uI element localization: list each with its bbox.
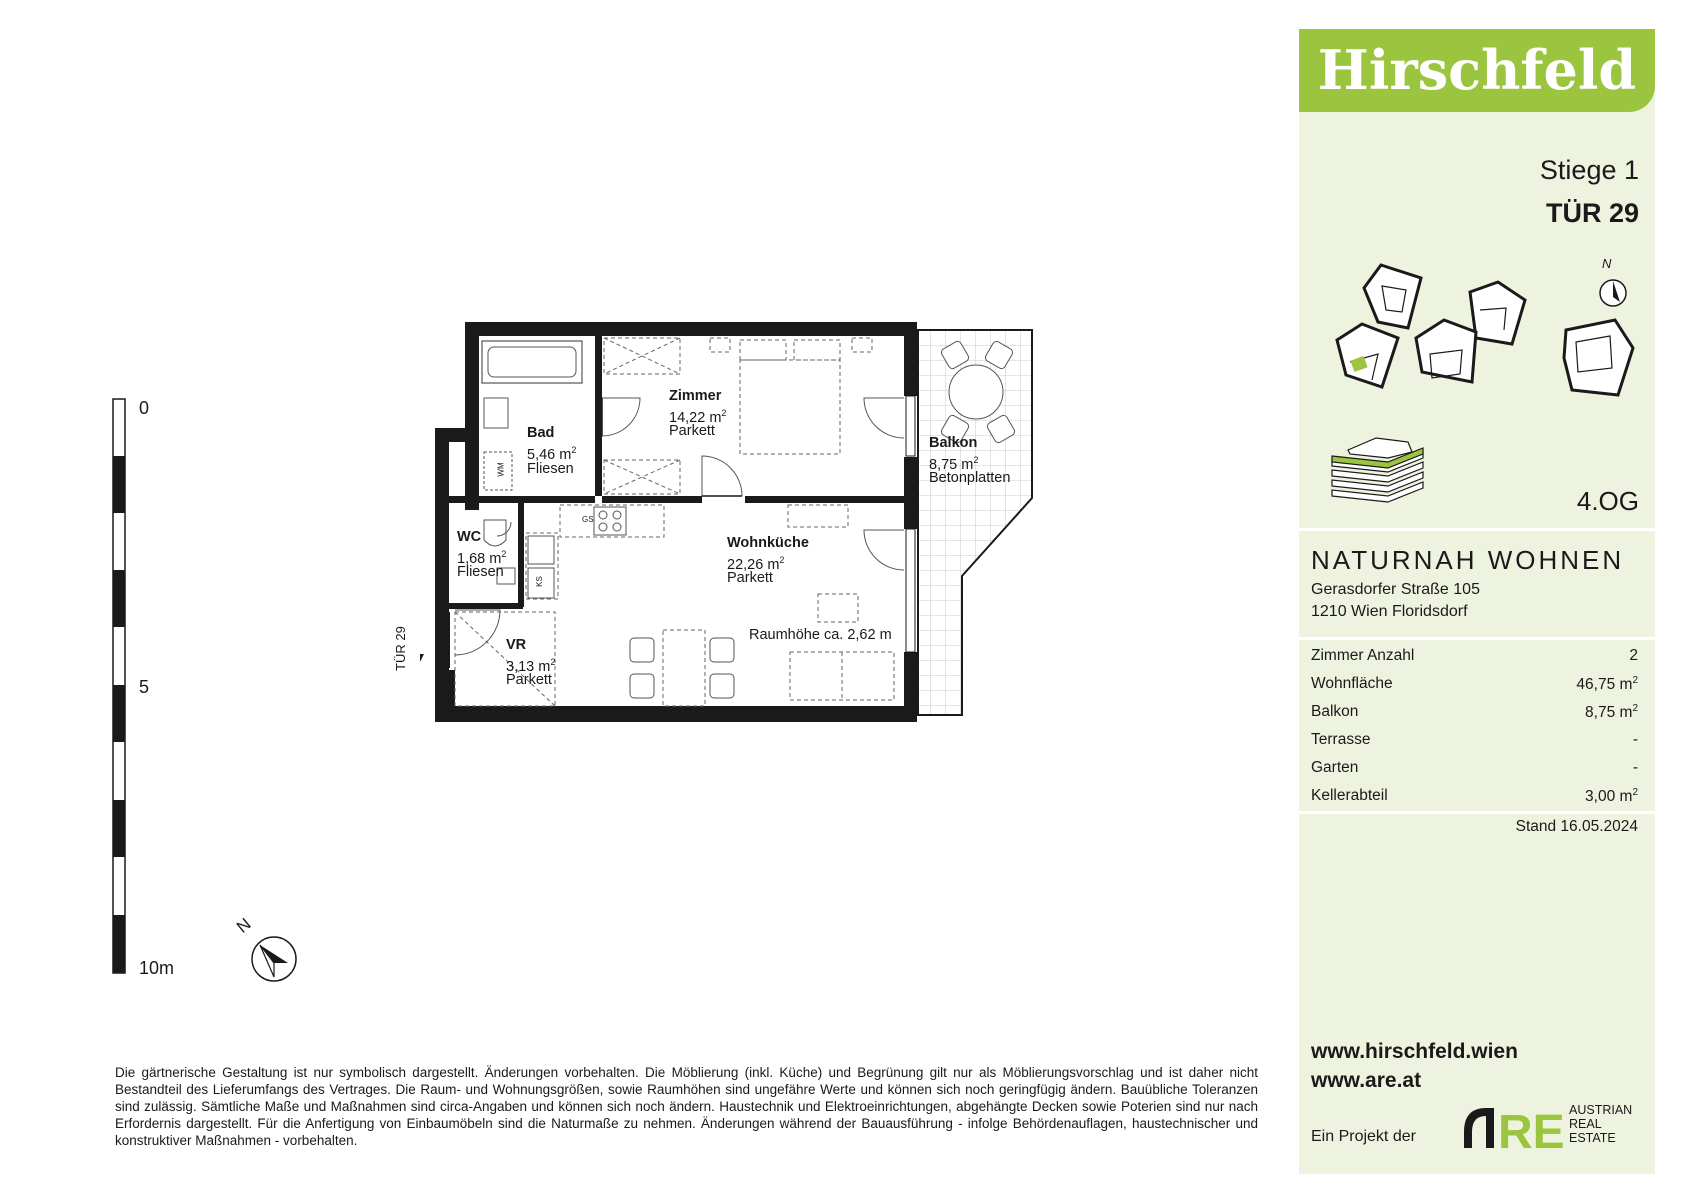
door-swing: [602, 398, 640, 436]
door-swing: [864, 398, 904, 438]
room-floor: Betonplatten: [929, 470, 1011, 486]
room-name: VR: [506, 637, 527, 653]
room-area: 14,22 $m^2$: [669, 408, 727, 426]
unit-number: TÜR 29: [1545, 198, 1639, 228]
floor-label: 4.OG: [1576, 486, 1639, 516]
disclaimer-text: Die gärtnerische Gestaltung ist nur symbolisch dargestellt. Änderungen vorbehalten. Die Möblierung (inkl. Küche) und Begrünung gilt nur als Möblierungsvorschlag und ist daher nicht Bestandteil des Lieferumfangs des Vertrages. Die Raum- und Wohnungsgrößen, sowie Raumhöhen sind ungefähre Werte und können sich noch geringfügig ändern. Bauübliche Toleranzen sind zulässig. Sämtliche Maße und Maßnahmen sind circa-Angaben und können sich noch ändern. Haustechnik und Elektroeinrichtungen, abgehängte Decken sowie Poterien sind nur nach Erfordernis dargestellt. Für die Anfertigung von Einbaumöbeln sind die Naturmaße zu nehmen. Änderungen während der Bauausführung - infolge Behördenauflagen, haustechnischer und konstruktiver Maßnahmen - vorbehalten.: [115, 1065, 1258, 1148]
stiege-label: Stiege 1: [1539, 155, 1639, 185]
fact-label: Terrasse: [1311, 731, 1371, 748]
fact-value: 46,75 $m^2$: [1576, 675, 1638, 694]
door-swing: [702, 456, 742, 496]
project-by-label: Ein Projekt der: [1311, 1128, 1416, 1145]
scale-label: 0: [139, 398, 150, 418]
fact-label: Zimmer Anzahl: [1311, 647, 1415, 664]
room-area: 8,75 $m^2$: [929, 455, 979, 473]
address-line-1: Gerasdorfer Straße 105: [1311, 581, 1480, 598]
site-keyplan: [1320, 250, 1650, 405]
window: [906, 529, 915, 652]
scale-bar: [112, 398, 128, 978]
balcony-table: [949, 365, 1003, 419]
room-area: 3,13 $m^2$: [506, 657, 556, 675]
stove: [594, 507, 626, 535]
scale-label: 10m: [139, 958, 175, 978]
north-label: N: [233, 914, 255, 937]
brand-banner: [1299, 29, 1655, 112]
fact-label: Wohnfläche: [1311, 675, 1393, 692]
website-link[interactable]: www.hirschfeld.wien: [1311, 1040, 1518, 1063]
scale-label: 5: [139, 677, 150, 697]
bed: [740, 360, 840, 454]
keyplan-building-1: [1364, 265, 1421, 328]
gs-label: GS: [582, 515, 594, 524]
entrance-arrow: [420, 654, 424, 664]
keyplan-building-3: [1564, 320, 1633, 395]
kitchen-sink: [528, 536, 554, 564]
address-line-2: 1210 Wien Floridsdorf: [1311, 603, 1468, 620]
room-floor: Fliesen: [527, 461, 574, 477]
keyplan-building-2: [1470, 282, 1525, 344]
brand-logo: Hirschfeld: [1317, 38, 1637, 102]
room-name: Bad: [527, 425, 555, 441]
room-height-label: Raumhöhe ca. 2,62 m: [749, 627, 892, 643]
room-area: 5,46 $m^2$: [527, 445, 577, 463]
door-swing: [864, 530, 904, 570]
are-logo-text: REAL: [1569, 1117, 1602, 1131]
room-floor: Parkett: [506, 672, 552, 688]
fact-value: 8,75 $m^2$: [1585, 703, 1638, 722]
fact-label: Garten: [1311, 759, 1359, 776]
fact-label: Balkon: [1311, 703, 1359, 720]
keyplan-building-4: [1337, 324, 1398, 387]
fact-value: 3,00 $m^2$: [1585, 787, 1638, 806]
stand-date: Stand 16.05.2024: [1515, 818, 1638, 835]
building-floor-icon: [1328, 430, 1428, 510]
fact-label: Kellerabteil: [1311, 787, 1388, 804]
project-slogan: NATURNAH WOHNEN: [1311, 545, 1625, 575]
divider: [1299, 528, 1655, 531]
fact-value: -: [1632, 759, 1638, 776]
room-name: Wohnküche: [727, 535, 809, 551]
are-logo-letters: RE: [1498, 1106, 1565, 1152]
north-arrow-icon: [248, 933, 300, 985]
bathroom-sink: [484, 398, 508, 428]
room-floor: Parkett: [727, 570, 773, 586]
room-name: WC: [457, 529, 482, 545]
ks-label: KS: [534, 576, 544, 587]
are-logo-text: ESTATE: [1569, 1131, 1616, 1145]
room-area: 1,68 $m^2$: [457, 549, 507, 567]
room-floor: Parkett: [669, 423, 715, 439]
fact-value: -: [1632, 731, 1638, 748]
fact-value: 2: [1629, 647, 1638, 664]
website-link[interactable]: www.are.at: [1311, 1069, 1422, 1092]
wm-label: WM: [496, 462, 506, 477]
keyplan-north-label: N: [1602, 256, 1612, 271]
room-area: 22,26 $m^2$: [727, 555, 785, 573]
keyplan-building-5: [1416, 320, 1476, 382]
toilet: [484, 520, 506, 546]
dining-table: [663, 630, 705, 706]
are-logo-mark: [1460, 1102, 1568, 1152]
room-floor: Fliesen: [457, 564, 504, 580]
entrance-door-label: TÜR 29: [392, 626, 408, 671]
room-name: Zimmer: [669, 388, 722, 404]
divider: [1299, 811, 1655, 814]
divider: [1299, 637, 1655, 640]
are-logo-text: AUSTRIAN: [1569, 1103, 1633, 1117]
window: [906, 396, 915, 456]
room-name: Balkon: [929, 435, 978, 451]
